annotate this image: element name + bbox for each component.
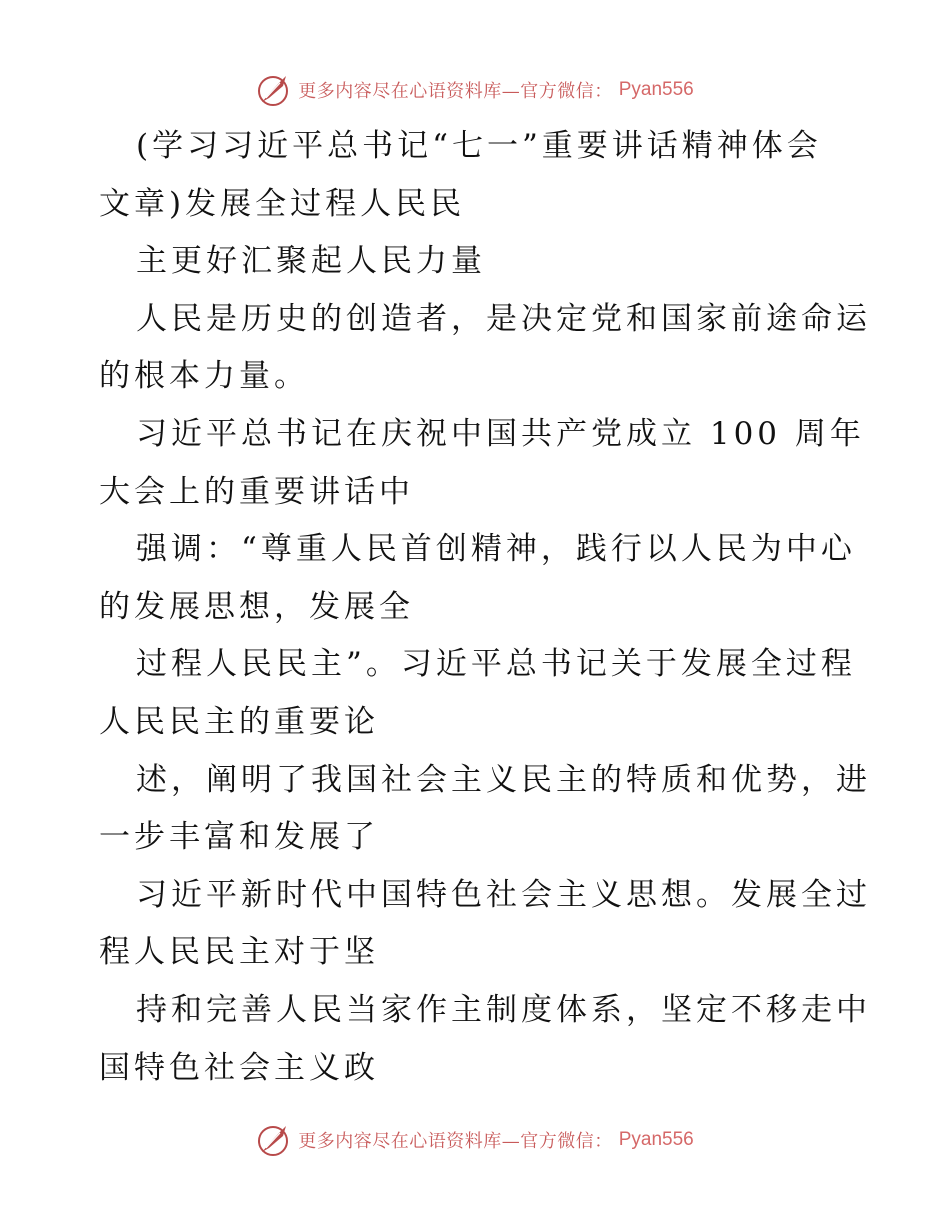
text-line: 文章)发展全过程人民民 bbox=[99, 185, 466, 222]
text-line: 人民民主的重要论 bbox=[99, 703, 379, 740]
text-line: 主更好汇聚起人民力量 bbox=[136, 243, 486, 280]
text-line: (学习习近平总书记“七一”重要讲话精神体会 bbox=[136, 128, 822, 164]
text-line: 人民是历史的创造者，是决定党和国家前途命运 bbox=[136, 300, 871, 337]
text-line: 习近平新时代中国特色社会主义思想。发展全过 bbox=[136, 876, 871, 913]
document-body bbox=[99, 118, 871, 1097]
text-line: 过程人民民主”。习近平总书记关于发展全过程 bbox=[136, 646, 856, 683]
text-line: 习近平总书记在庆祝中国共产党成立 100 周年 bbox=[136, 415, 865, 452]
text-line: 大会上的重要讲话中 bbox=[99, 473, 414, 510]
text-line: 程人民民主对于坚 bbox=[99, 934, 379, 971]
footer-watermark-banner bbox=[0, 1120, 950, 1160]
header-watermark-banner bbox=[0, 70, 950, 110]
text-line: 强调：“尊重人民首创精神，践行以人民为中心 bbox=[136, 531, 856, 568]
text-line: 持和完善人民当家作主制度体系，坚定不移走中 bbox=[136, 991, 871, 1028]
text-line: 一步丰富和发展了 bbox=[99, 819, 379, 856]
quill-logo-icon bbox=[256, 72, 292, 108]
text-line: 的发展思想，发展全 bbox=[99, 588, 414, 625]
header-banner-text: 更多内容尽在心语资料库—官方微信： bbox=[298, 81, 613, 102]
footer-banner-wechat-id: Pyan556 bbox=[618, 1129, 694, 1150]
text-line: 的根本力量。 bbox=[99, 358, 309, 395]
quill-logo-icon bbox=[256, 1122, 292, 1158]
text-line: 国特色社会主义政 bbox=[99, 1049, 379, 1086]
footer-banner-text: 更多内容尽在心语资料库—官方微信： bbox=[298, 1131, 613, 1152]
text-line: 述，阐明了我国社会主义民主的特质和优势，进 bbox=[136, 761, 871, 798]
header-banner-wechat-id: Pyan556 bbox=[618, 79, 694, 100]
